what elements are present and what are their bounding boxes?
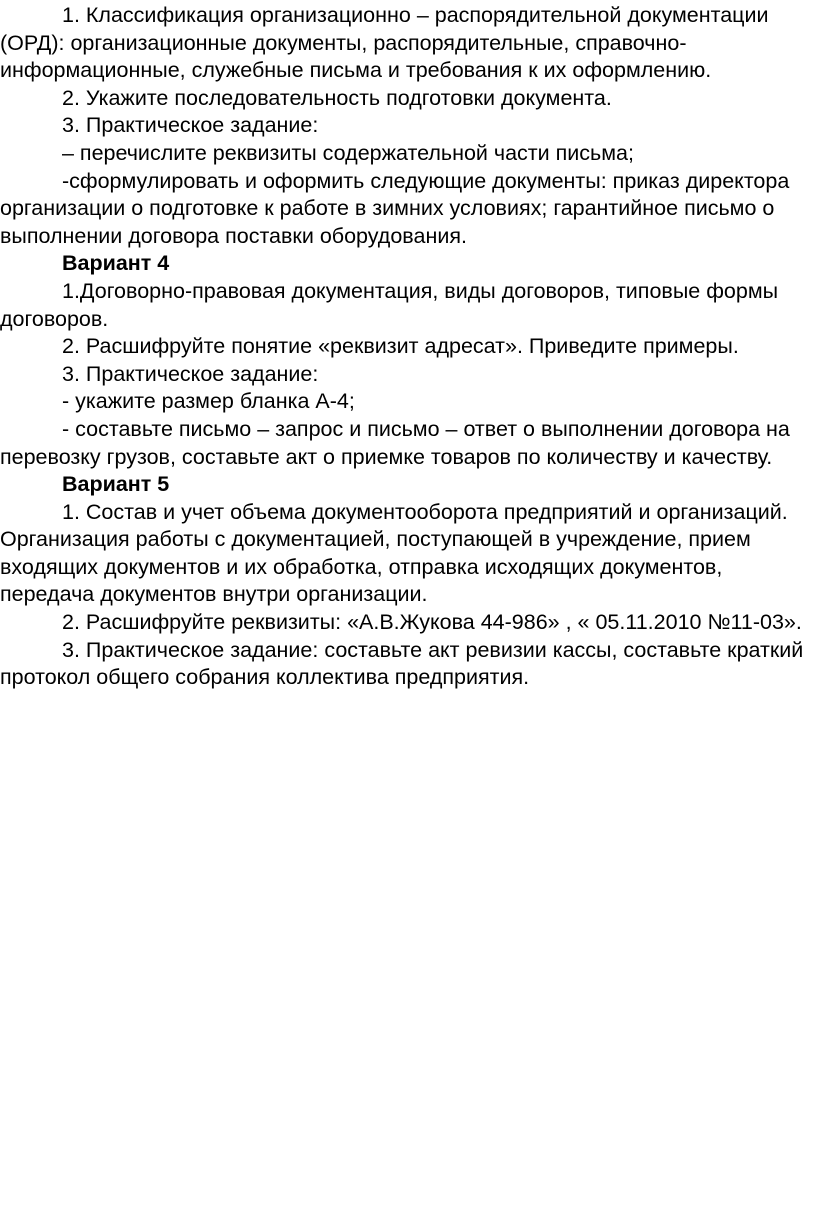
- variant-4-item-a4: - укажите размер бланка А-4;: [62, 389, 355, 414]
- variant-5-task-2: 2. Расшифруйте реквизиты: «А.В.Жукова 44-986» , « 05.11.2010 №11-03».: [62, 610, 802, 635]
- task-2-sequence: 2. Укажите последовательность подготовки документа.: [62, 85, 612, 110]
- variant-4-heading: Вариант 4: [62, 251, 170, 276]
- variant-5-task-1: 1. Состав и учет объема документооборота предприятий и организаций. Организация работы с документацией, поступающей в учреждение, прием входящих документов и их обработка, отправка исходящих документов, передача документов внутри организации.: [0, 499, 788, 607]
- variant-4-task-1: 1.Договорно-правовая документация, виды договоров, типовые формы договоров.: [0, 278, 779, 331]
- document-body: [0, 2, 812, 692]
- task-1-classification: 1. Классификация организационно – распорядительной документации (ОРД): организационные документы, распорядительные, справочно-информационные, служебные письма и требования к их оформлению.: [0, 3, 769, 83]
- variant-4-item-letters: - составьте письмо – запрос и письмо – ответ о выполнении договора на перевозку грузов, составьте акт о приемке товаров по количеству и качеству.: [0, 416, 790, 469]
- variant-4-task-2: 2. Расшифруйте понятие «реквизит адресат». Приведите примеры.: [62, 334, 739, 359]
- variant-4-task-3: 3. Практическое задание:: [62, 361, 319, 386]
- variant-5-heading: Вариант 5: [62, 472, 170, 497]
- task-3-item-documents: -сформулировать и оформить следующие документы: приказ директора организации о подготовке к работе в зимних условиях; гарантийное письмо о выполнении договора поставки оборудования.: [0, 168, 790, 248]
- task-3-practical: 3. Практическое задание:: [62, 113, 319, 138]
- task-3-item-requisites: – перечислите реквизиты содержательной части письма;: [62, 140, 634, 165]
- variant-5-task-3: 3. Практическое задание: составьте акт ревизии кассы, составьте краткий протокол общего собрания коллектива предприятия.: [0, 637, 804, 690]
